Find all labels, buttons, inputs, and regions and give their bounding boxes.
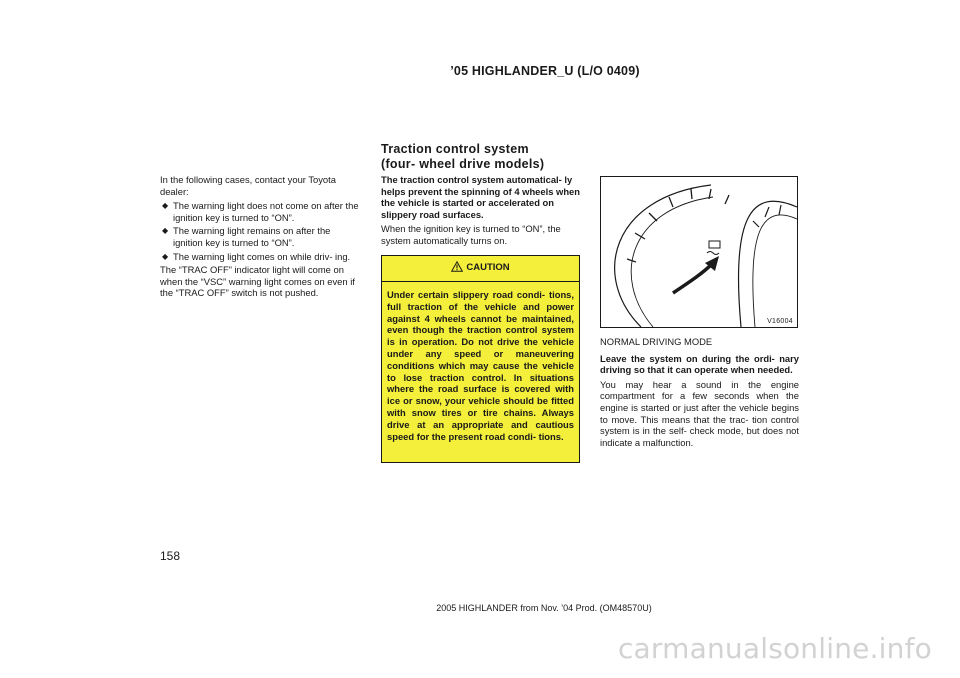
bullet-text: The warning light comes on while driv- ing. [173,250,351,262]
section-title [381,142,544,172]
slip-indicator-icon [707,241,720,255]
speedometer-illustration [601,177,797,327]
diamond-bullet-icon: ◆ [162,226,169,236]
bullet-item [160,200,361,223]
left-intro: In the following cases, contact your Toyota dealer: [160,174,336,197]
caution-label: CAUTION [466,262,510,273]
bullet-item [160,251,361,263]
middle-intro-bold: The traction control system automatical- ly helps prevent the spinning of 4 wheels when the vehicle is started or accelerated on slippery road surfaces. [381,174,580,220]
warning-triangle-icon [451,261,463,272]
caution-text: Under certain slippery road condi- tions, full traction of the vehicle and power against 4 wheels cannot be maintained, even though the traction control system is in operation. Do not drive the vehicle under any speed or maneuvering conditions which may cause the vehicle to lose traction control. In situations where the road surface is covered with ice or snow, your vehicle should be fitted with snow tires or tire chains. Always drive at an appropriate and cautious speed for the present road condi- tions. [387,289,574,442]
watermark: carmanualsonline.info [617,632,932,665]
document-footer: 2005 HIGHLANDER from Nov. ’04 Prod. (OM48570U) [436,603,652,613]
left-column [160,174,361,302]
diamond-bullet-icon: ◆ [162,201,169,211]
section-title-line-2: (four- wheel drive models) [381,157,545,171]
bullet-text: The warning light does not come on after the ignition key is turned to “ON”. [173,200,359,223]
document-header: ’05 HIGHLANDER_U (L/O 0409) [450,64,640,78]
middle-column [381,174,582,250]
normal-driving-heading: NORMAL DRIVING MODE [600,336,713,347]
section-title-line-1: Traction control system [381,142,529,156]
right-column [600,336,799,451]
middle-para: When the ignition key is turned to “ON”, the system automatically turns on. [381,223,561,246]
caution-box [381,255,580,463]
bullet-item [160,225,361,248]
trac-off-note: The “TRAC OFF” indicator light will come on when the “VSC” warning light comes on even if the “TRAC OFF” switch is not pushed. [160,264,355,299]
page-number: 158 [160,549,181,563]
right-para: You may hear a sound in the engine compartment for a few seconds when the engine is started or just after the vehicle begins to move. This means that the trac- tion control system is in the self- check mode, but does not indicate a malfunction. [600,378,799,448]
instrument-cluster-figure [600,176,798,328]
bullet-text: The warning light remains on after the ignition key is turned to “ON”. [173,225,331,248]
figure-code: V16004 [767,318,793,325]
diamond-bullet-icon: ◆ [162,251,169,261]
right-bold-para: Leave the system on during the ordi- nary driving so that it can operate when needed. [600,352,799,376]
caution-heading [382,261,579,275]
